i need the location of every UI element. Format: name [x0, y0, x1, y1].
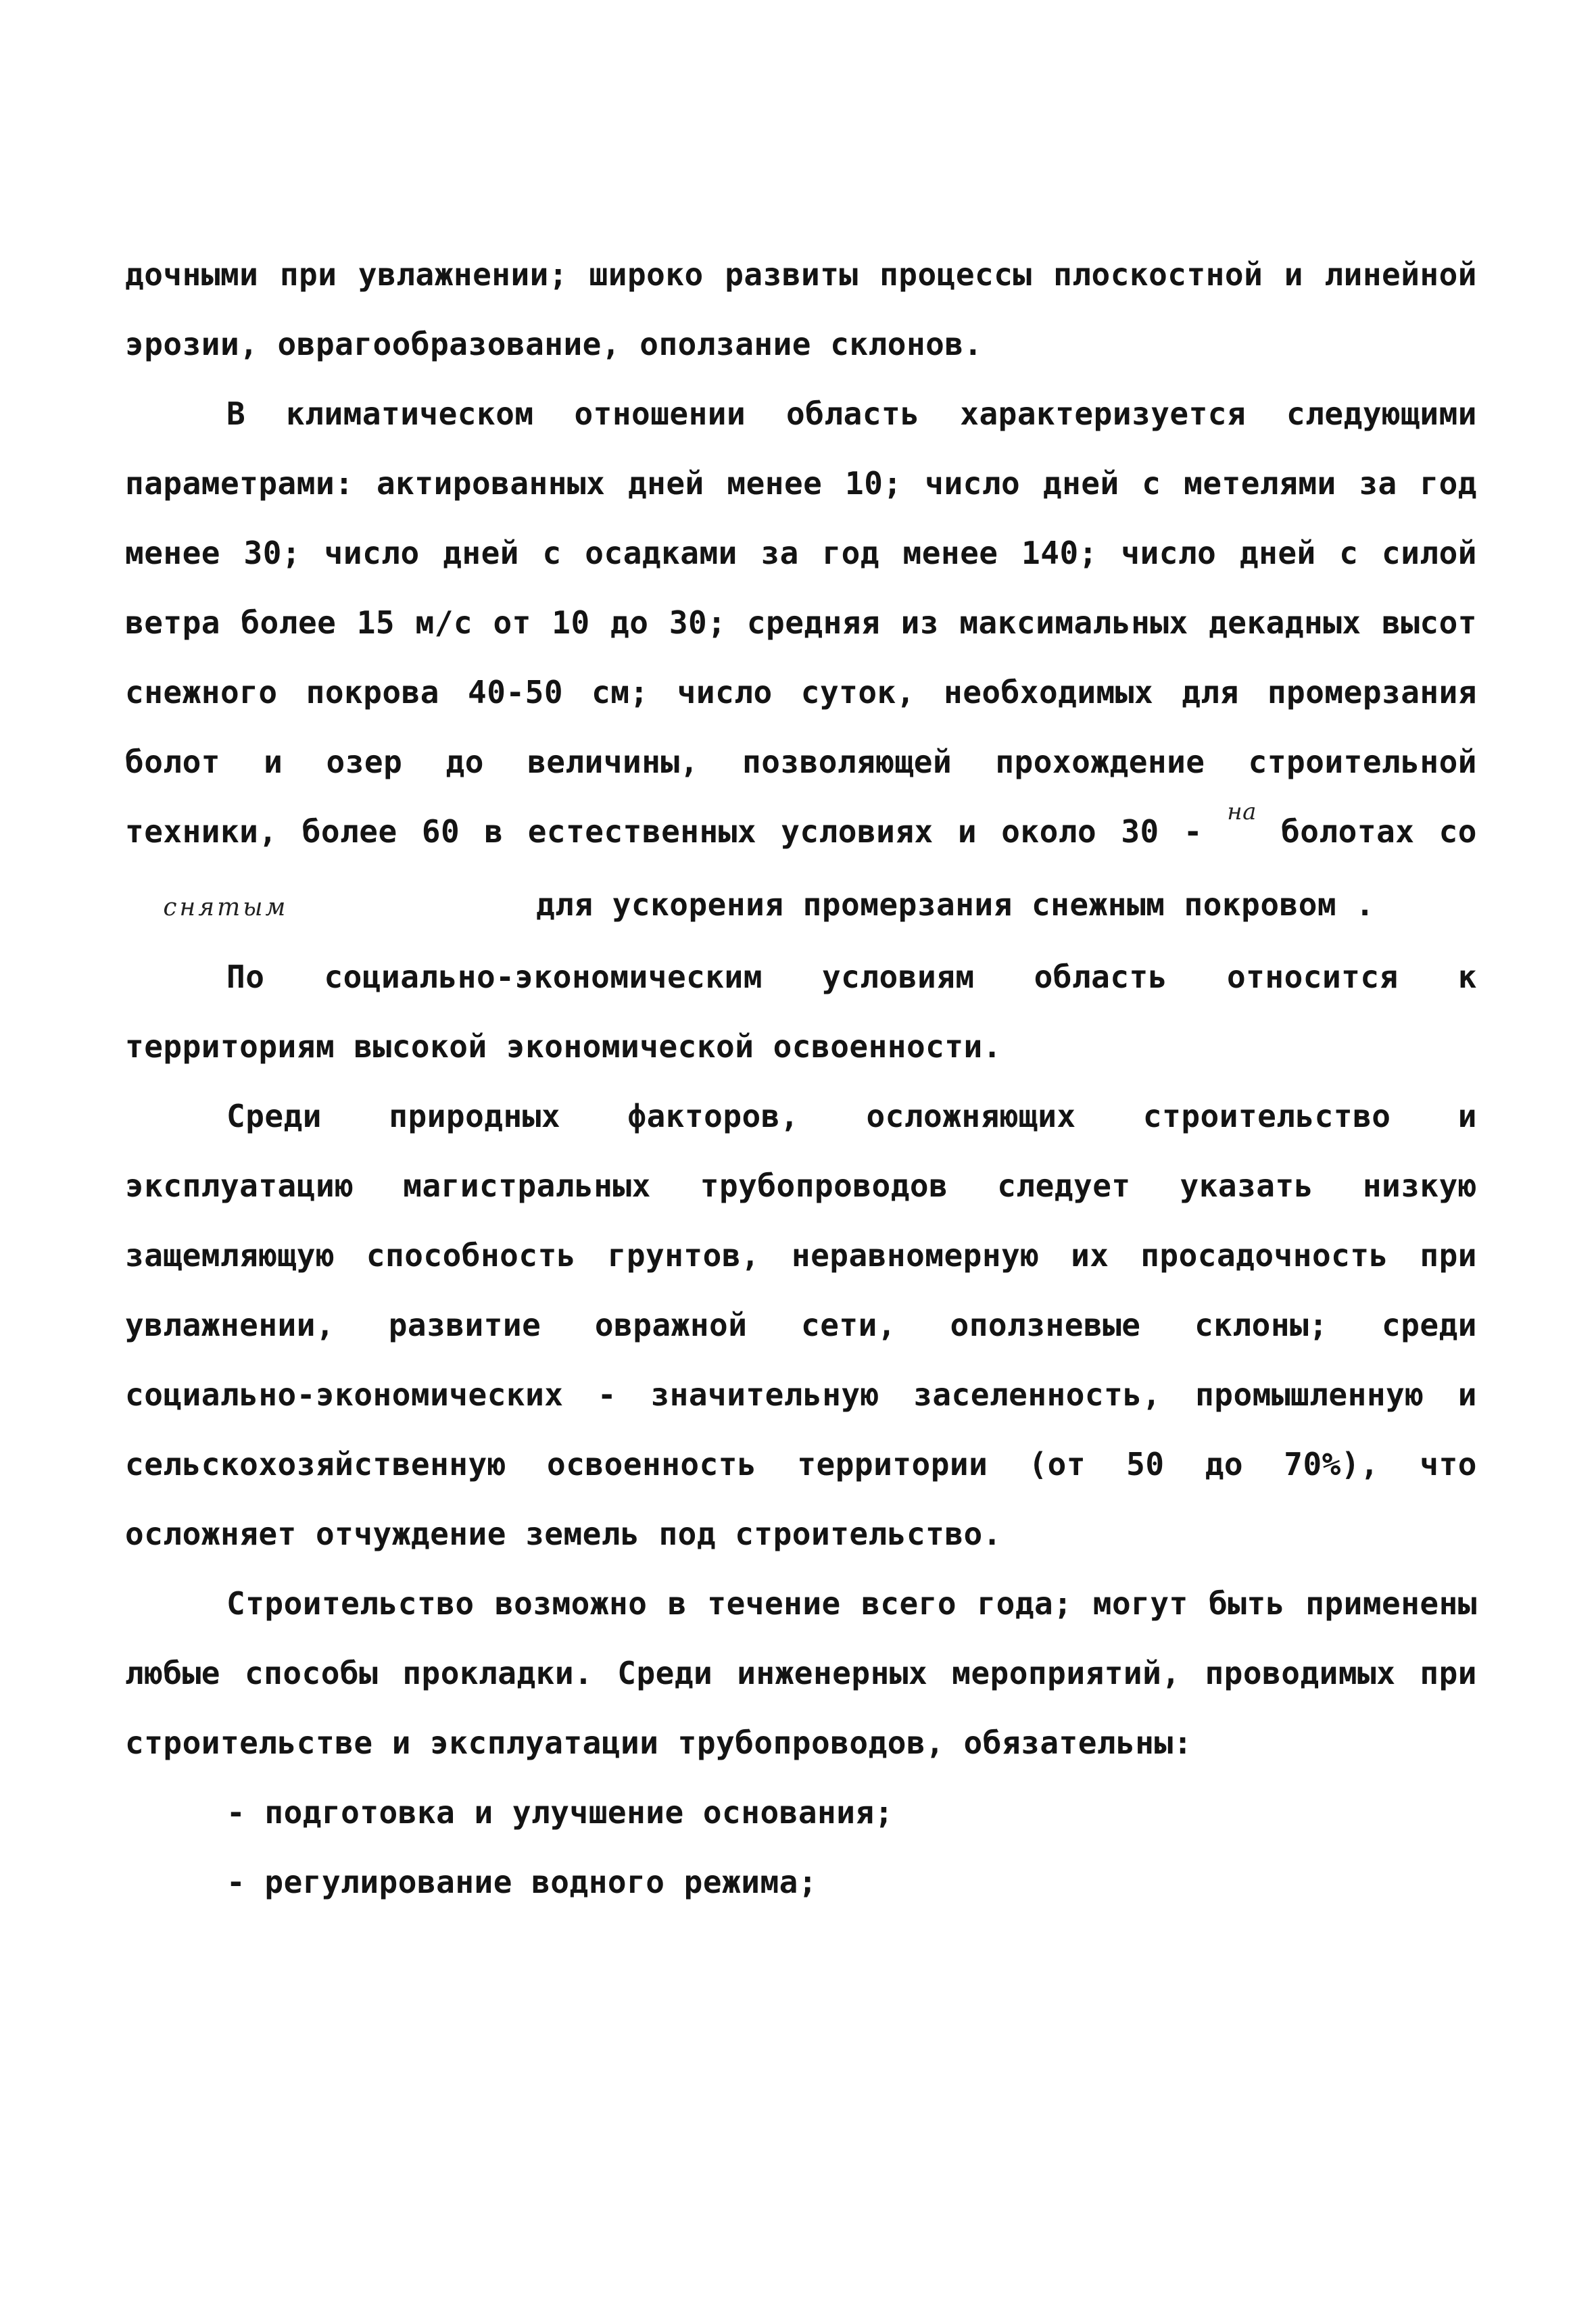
paragraph-3-socioeconomic: По социально-экономическим условиям область относится к территориям высокой экономической освоенности. — [125, 959, 1477, 1065]
paragraph-5-construction: Строительство возможно в течение всего года; могут быть применены любые способы прокладки. Среди инженерных мероприятий, проводимых при строительстве и эксплуатации трубопроводов, обязательны: — [125, 1585, 1477, 1761]
handwritten-superscript: на — [1227, 798, 1257, 825]
document-body — [125, 240, 1477, 1917]
paragraph-4-natural-factors: Среди природных факторов, осложняющих строительство и эксплуатацию магистральных трубопроводов следует указать низкую защемляющую способность грунтов, неравномерную их просадочность при увлажнении, развитие овражной сети, оползневые склоны; среди социально-экономических - значительную заселенность, промышленную и сельскохозяйственную освоенность территории (от 50 до 70%), что осложняет отчуждение земель под строительство. — [125, 1098, 1477, 1552]
paragraph-2-tail: для ускорения промерзания снежным покровом . — [535, 886, 1375, 923]
paragraph-2-text: В климатическом отношении область характеризуется следующими параметрами: актированных дней менее 10; число дней с метелями за год менее 30; число дней с осадками за год менее 140; число дней с силой ветра более 15 м/с от 10 до 30; средняя из максимальных декадных высот снежного покрова 40-50 см; число суток, необходимых для промерзания болот и озер до величины, позволяющей прохождение строительной техники, более 60 в естественных условиях и около 30 - — [125, 395, 1477, 850]
list-item-water-regime: - регулирование водного режима; — [226, 1864, 818, 1900]
handwritten-insertion: снятым — [163, 894, 289, 921]
paragraph-2-text-continued: болотах со — [1281, 813, 1477, 850]
list-item-foundation: - подготовка и улучшение основания; — [226, 1794, 894, 1831]
paragraph-2-climate — [125, 379, 1477, 942]
paragraph-1: дочными при увлажнении; широко развиты процессы плоскостной и линейной эрозии, оврагообразование, оползание склонов. — [125, 256, 1477, 362]
